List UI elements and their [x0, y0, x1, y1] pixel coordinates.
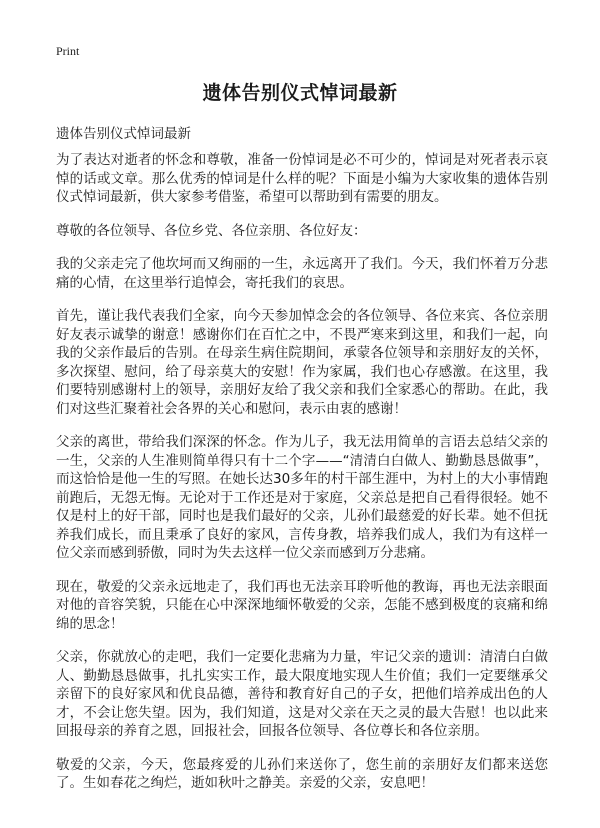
print-link[interactable]: Print	[56, 44, 80, 58]
paragraph-opening: 我的父亲走完了他坎坷而又绚丽的一生，永远离开了我们。今天，我们怀着万分悲痛的心情，在这里举行追悼会，寄托我们的哀思。	[56, 256, 548, 291]
document-body	[56, 151, 548, 808]
paragraph-farewell: 敬爱的父亲，今天，您最疼爱的儿孙们来送你了，您生前的亲朋好友们都来送您了。生如春花之绚烂，逝如秋叶之静美。亲爱的父亲，安息吧！	[56, 756, 548, 791]
paragraph-intro: 为了表达对逝者的怀念和尊敬，准备一份悼词是必不可少的，悼词是对死者表示哀悼的话或文章。那么优秀的悼词是什么样的呢？下面是小编为大家收集的遗体告别仪式悼词最新，供大家参考借鉴，希望可以帮助到有需要的朋友。	[56, 152, 548, 205]
paragraph-salutation: 尊敬的各位领导、各位乡党、各位亲朋、各位好友：	[56, 222, 367, 239]
paragraph-promise: 父亲，你就放心的走吧，我们一定要化悲痛为力量，牢记父亲的遗训：清清白白做人、勤勤恳恳做事，扎扎实实工作，最大限度地实现人生价值；我们一定要继承父亲留下的良好家风和优良品德，善待和教育好自己的子女，把他们培养成出色的人才，不会让您失望。因为，我们知道，这是对父亲在天之灵的最大告慰！也以此来回报母亲的养育之恩，回报社会，回报各位领导、各位尊长和各位亲朋。	[56, 649, 548, 739]
paragraph-thanks: 首先，谨让我代表我们全家，向今天参加悼念会的各位领导、各位来宾、各位亲朋好友表示诚挚的谢意！感谢你们在百忙之中，不畏严寒来到这里，和我们一起，向我的父亲作最后的告别。在母亲生病住院期间，承蒙各位领导和亲朋好友的关怀，多次探望、慰问，给了母亲莫大的安慰！作为家属，我们也心存感激。在这里，我们要特别感谢村上的领导，亲朋好友给了我父亲和我们全家悉心的帮助。在此，我们对这些汇聚着社会各界的关心和慰问，表示由衷的感谢！	[56, 308, 548, 417]
page-title: 遗体告别仪式悼词最新	[202, 82, 398, 104]
paragraph-tribute: 父亲的离世，带给我们深深的怀念。作为儿子，我无法用简单的言语去总结父亲的一生，父亲的人生准则简单得只有十二个字——“清清白白做人、勤勤恳恳做事”，而这恰恰是他一生的写照。在她长达30多年的村干部生涯中，为村上的大小事情跑前跑后，无怨无悔。无论对于工作还是对于家庭，父亲总是把自己看得很轻。她不仅是村上的好干部，同时也是我们最好的父亲，儿孙们最慈爱的好长辈。她不但抚养我们成长，而且秉承了良好的家风，言传身教，培养我们成人，我们为有这样一位父亲而感到骄傲，同时为失去这样一位父亲而感到万分悲痛。	[56, 434, 548, 561]
paragraph-mourning: 现在，敬爱的父亲永远地走了，我们再也无法亲耳聆听他的教诲，再也无法亲眼面对他的音容笑貌，只能在心中深深地缅怀敬爱的父亲，怎能不感到极度的哀痛和绵绵的思念！	[56, 578, 548, 632]
document-subtitle: 遗体告别仪式悼词最新	[56, 126, 191, 142]
